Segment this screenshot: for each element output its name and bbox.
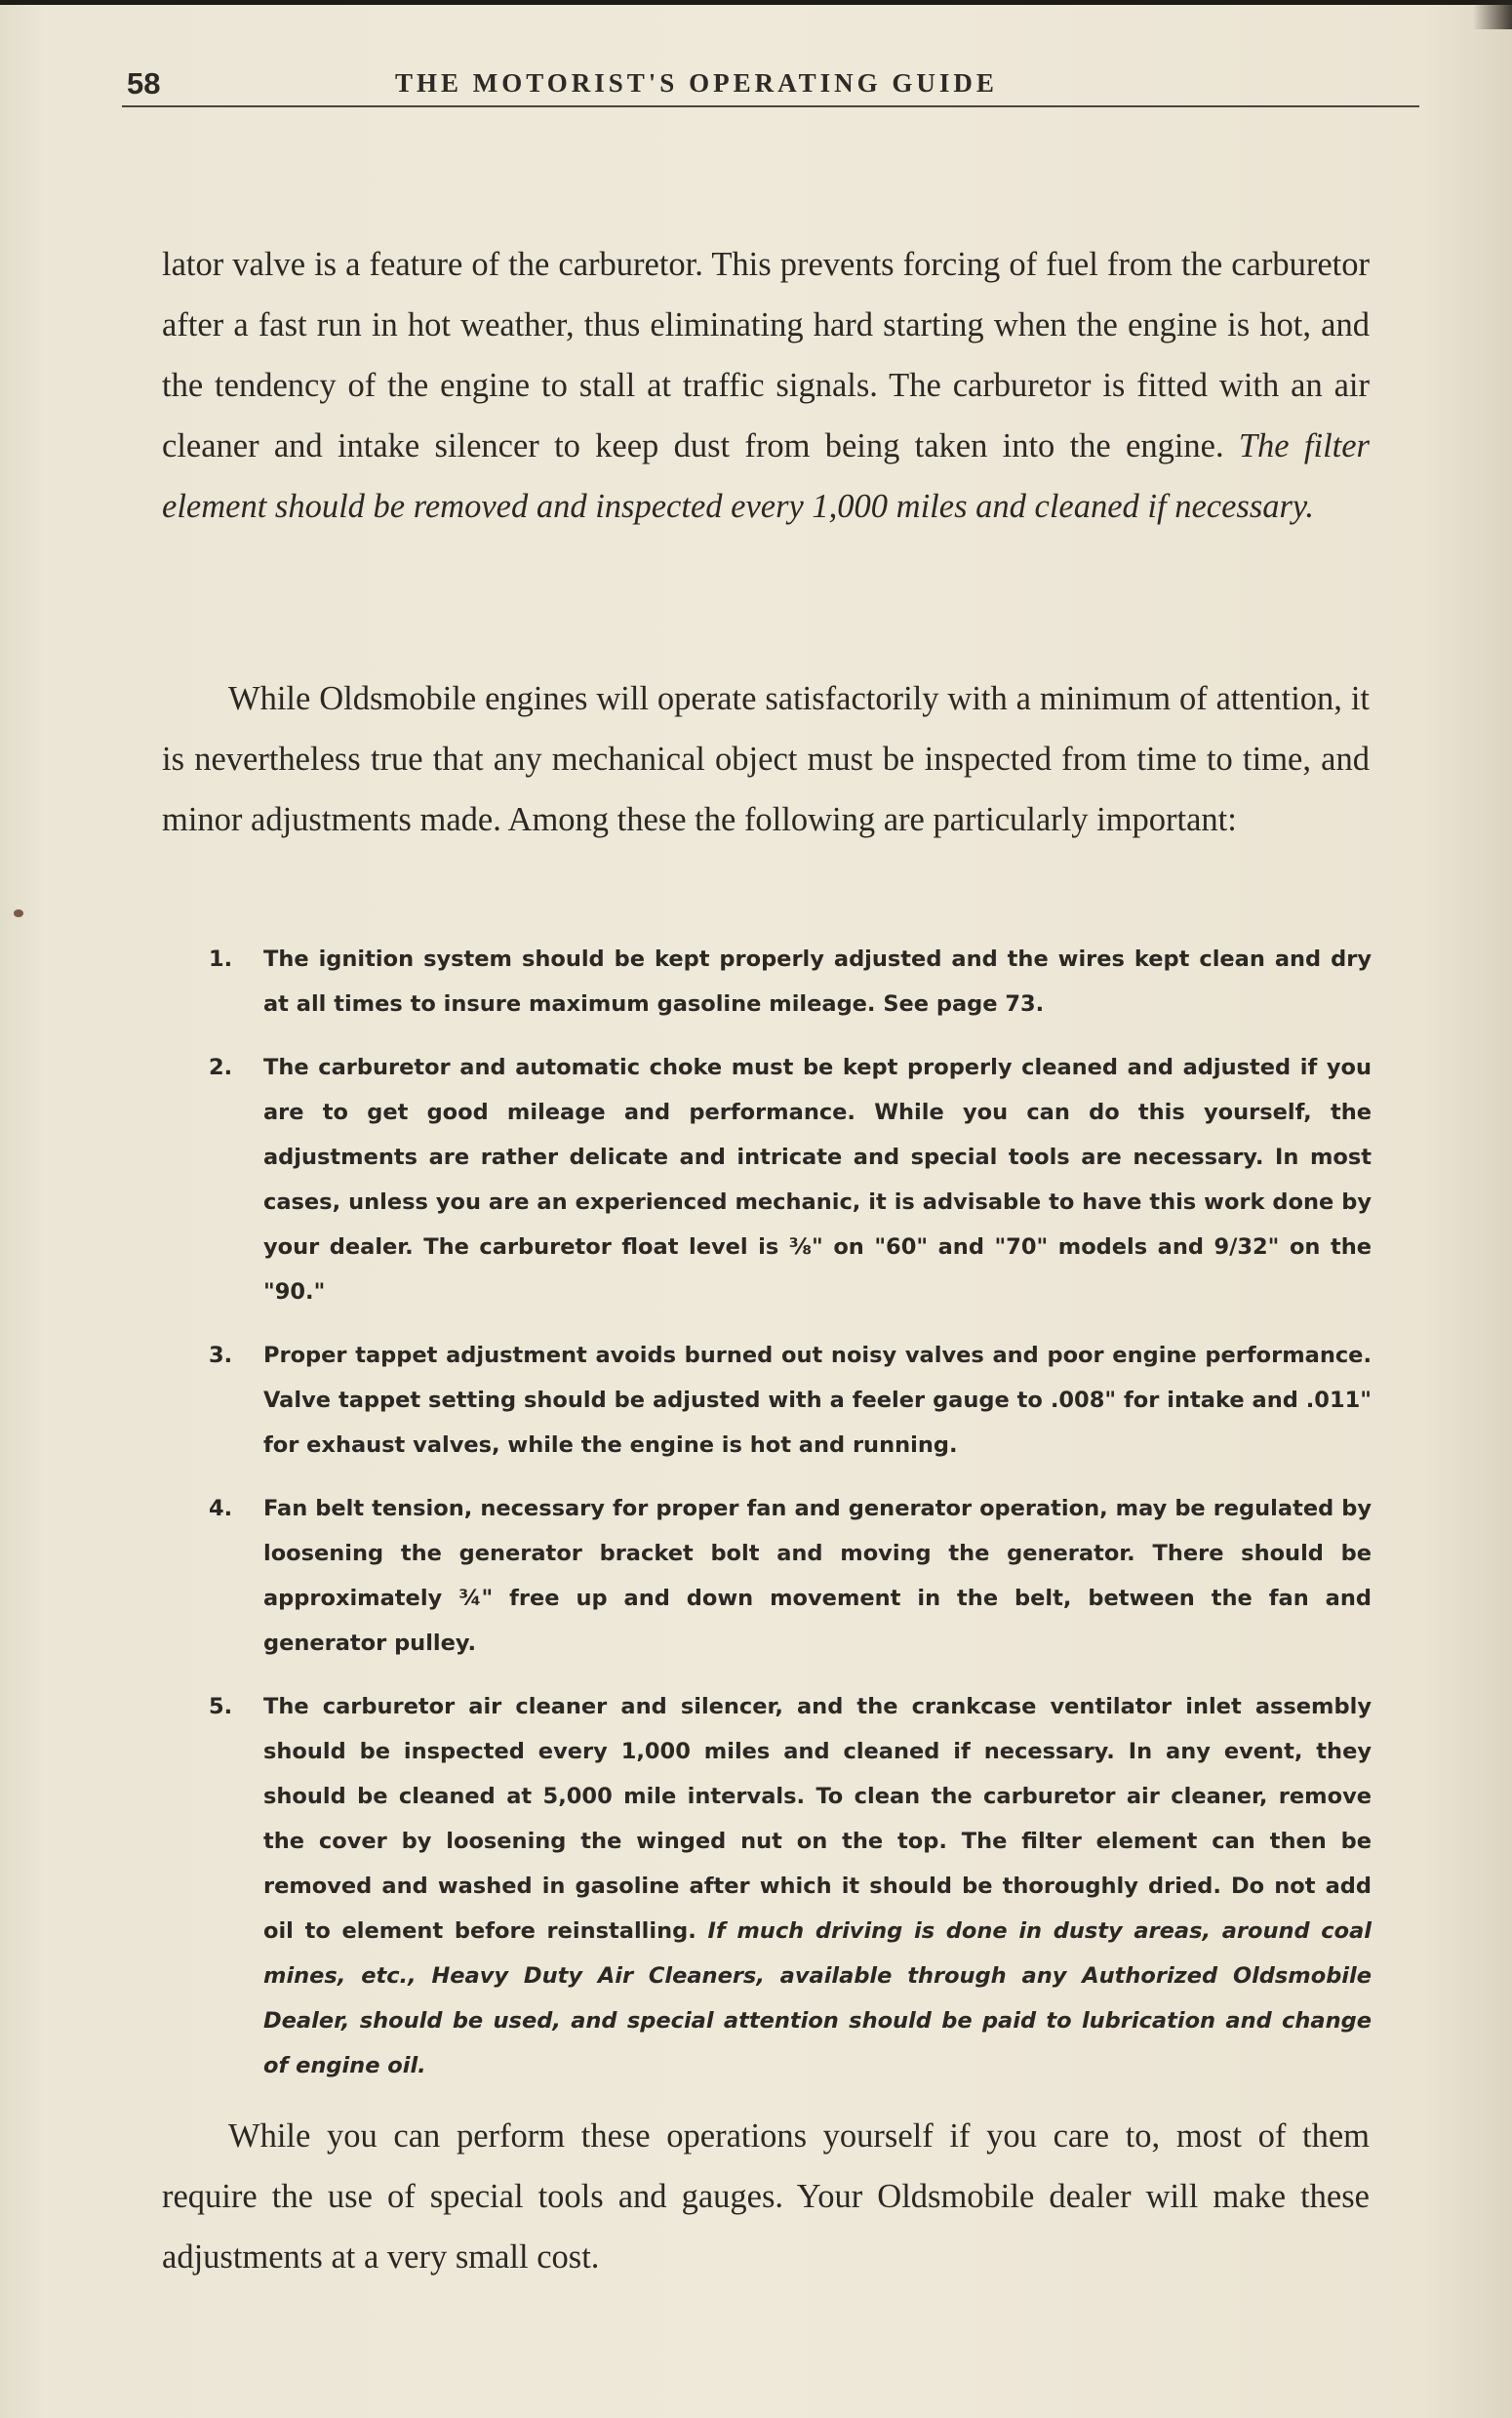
list-item-italic-text: If much driving is done in dusty areas, around coal mines, etc., Heavy Duty Air Cleaners, available through any Authorized Oldsmobile Dealer, should be used, and special attention should be paid to lubrication and change of engine oil.	[263, 1918, 1372, 2078]
list-item-number: 1.	[209, 947, 233, 972]
maintenance-list	[209, 937, 1372, 2107]
page-top-edge	[0, 0, 1512, 5]
paragraph-maintenance-intro: While Oldsmobile engines will operate satisfactorily with a minimum of attention, it is nevertheless true that any mechanical object must be inspected from time to time, and minor adjustments made. Among these the following are particularly important:	[162, 680, 1370, 838]
list-item	[209, 1333, 1372, 1468]
list-item	[209, 1684, 1372, 2088]
list-item-number: 3.	[209, 1343, 233, 1368]
list-item	[209, 1486, 1372, 1666]
list-item-text: The ignition system should be kept properly adjusted and the wires kept clean and dry at all times to insure maximum gasoline mileage. See page 73.	[263, 947, 1372, 1017]
list-item-number: 4.	[209, 1496, 233, 1521]
list-item	[209, 1045, 1372, 1314]
header-rule	[122, 105, 1419, 107]
page-number: 58	[127, 66, 161, 101]
paragraph-closing: While you can perform these operations yourself if you care to, most of them require the use of special tools and gauges. Your Oldsmobile dealer will make these adjustments at a very small cost.	[162, 2117, 1370, 2276]
paragraph-carburetor-text: lator valve is a feature of the carburetor. This prevents forcing of fuel from the carburetor after a fast run in hot weather, thus eliminating hard starting when the engine is hot, and the tendency of the engine to stall at traffic signals. The carburetor is fitted with an air cleaner and intake silencer to keep dust from being taken into the engine.	[162, 246, 1370, 464]
list-item-text: Proper tappet adjustment avoids burned out noisy valves and poor engine performance. Valve tappet setting should be adjusted with a feeler gauge to .008" for intake and .011" for exhaust valves, while the engine is hot and running.	[263, 1343, 1372, 1458]
list-item-text: The carburetor air cleaner and silencer, and the crankcase ventilator inlet assembly should be inspected every 1,000 miles and cleaned if necessary. In any event, they should be cleaned at 5,000 mile intervals. To clean the carburetor air cleaner, remove the cover by loosening the winged nut on the top. The filter element can then be removed and washed in gasoline after which it should be thoroughly dried. Do not add oil to element before reinstalling.	[263, 1694, 1372, 1944]
corner-shadow	[1473, 0, 1512, 29]
list-item-text: Fan belt tension, necessary for proper fan and generator operation, may be regulated by loosening the generator bracket bolt and moving the generator. There should be approximately ¾" free up and down movement in the belt, between the fan and generator pulley.	[263, 1496, 1372, 1656]
page-header	[127, 60, 1414, 105]
paragraph-carburetor	[162, 234, 1370, 537]
list-item	[209, 937, 1372, 1027]
list-item-number: 5.	[209, 1694, 233, 1719]
paper-speck	[14, 909, 23, 917]
list-item-number: 2.	[209, 1055, 233, 1080]
list-item-text: The carburetor and automatic choke must be kept properly cleaned and adjusted if you are to get good mileage and performance. While you can do this yourself, the adjustments are rather delicate and intricate and special tools are necessary. In most cases, unless you are an experienced mechanic, it is advisable to have this work done by your dealer. The carburetor float level is ⅜" on "60" and "70" models and 9/32" on the "90."	[263, 1055, 1372, 1305]
running-head: THE MOTORIST'S OPERATING GUIDE	[395, 68, 998, 98]
paragraph-carburetor-italic: The filter element should be removed and inspected every 1,000 miles and cleaned if necessary.	[162, 427, 1370, 525]
